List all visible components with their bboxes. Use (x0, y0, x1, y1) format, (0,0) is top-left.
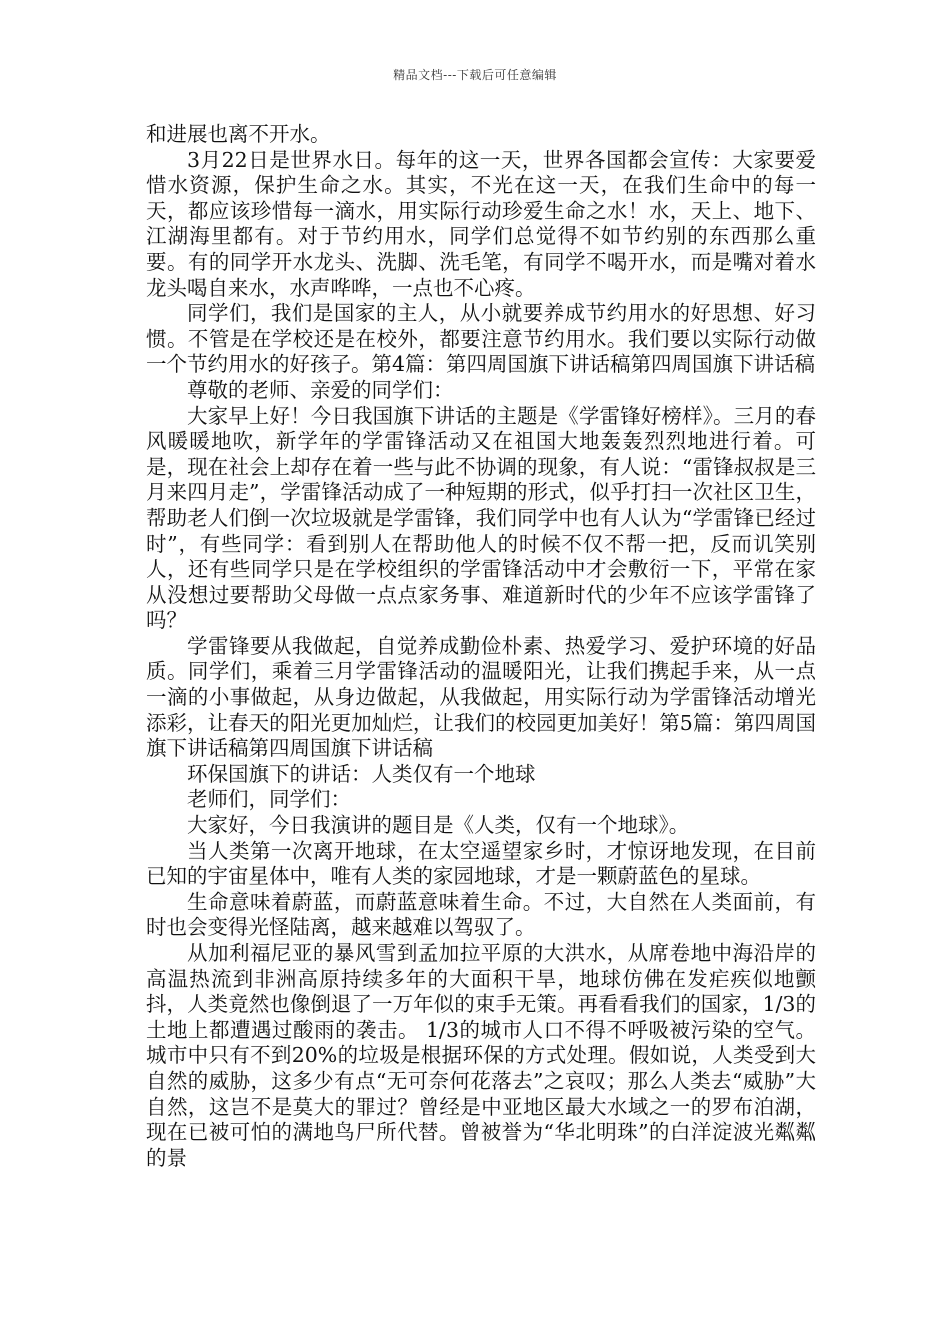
paragraph: 学雷锋要从我做起，自觉养成勤俭朴素、热爱学习、爱护环境的好品质。同学们，乘着三月学雷锋活动的温暖阳光，让我们携起手来，从一点一滴的小事做起，从身边做起，从我做起，用实际行动为学雷锋活动增光添彩，让春天的阳光更加灿烂，让我们的校园更加美好！第5篇：第四周国旗下讲话稿第四周国旗下讲话稿 (146, 633, 816, 761)
paragraph: 当人类第一次离开地球，在太空遥望家乡时，才惊讶地发现，在目前已知的宇宙星体中，唯有人类的家园地球，才是一颗蔚蓝色的星球。 (146, 838, 816, 889)
paragraph: 3月22日是世界水日。每年的这一天，世界各国都会宣传：大家要爱惜水资源，保护生命之水。其实，不光在这一天，在我们生命中的每一天，都应该珍惜每一滴水，用实际行动珍爱生命之水！水，天上、地下、江湖海里都有。对于节约用水，同学们总觉得不如节约别的东西那么重要。有的同学开水龙头、洗脚、洗毛笔，有同学不喝开水，而是嘴对着水龙头喝自来水，水声哗哗，一点也不心疼。 (146, 147, 816, 300)
paragraph: 大家早上好！今日我国旗下讲话的主题是《学雷锋好榜样》。三月的春风暖暖地吹，新学年的学雷锋活动又在祖国大地轰轰烈烈地进行着。可是，现在社会上却存在着一些与此不协调的现象，有人说：“雷锋叔叔是三月来四月走”，学雷锋活动成了一种短期的形式，似乎打扫一次社区卫生，帮助老人们倒一次垃圾就是学雷锋，我们同学中也有人认为“学雷锋已经过时”，有些同学：看到别人在帮助他人的时候不仅不帮一把，反而讥笑别人，还有些同学只是在学校组织的学雷锋活动中才会敷衍一下，平常在家从没想过要帮助父母做一点点家务事、难道新时代的少年不应该学雷锋了吗？ (146, 403, 816, 633)
paragraph: 大家好，今日我演讲的题目是《人类，仅有一个地球》。 (187, 813, 690, 838)
paragraph: 环保国旗下的讲话：人类仅有一个地球 (187, 761, 536, 786)
paragraph: 和进展也离不开水。 (146, 122, 331, 146)
paragraph: 尊敬的老师、亲爱的同学们： (187, 377, 454, 402)
paragraph: 同学们，我们是国家的主人，从小就要养成节约用水的好思想、好习惯。不管是在学校还是在校外，都要注意节约用水。我们要以实际行动做一个节约用水的好孩子。第4篇：第四周国旗下讲话稿第四周国旗下讲话稿 (146, 301, 816, 377)
document-body (146, 122, 816, 1171)
page-header: 精品文档---下载后可任意编辑 (393, 68, 557, 82)
paragraph: 老师们，同学们： (187, 787, 351, 812)
paragraph: 生命意味着蔚蓝，而蔚蓝意味着生命。不过，大自然在人类面前，有时也会变得光怪陆离，越来越难以驾驭了。 (146, 889, 816, 940)
paragraph: 从加利福尼亚的暴风雪到孟加拉平原的大洪水，从席卷地中海沿岸的高温热流到非洲高原持续多年的大面积干旱，地球仿佛在发疟疾似地颤抖，人类竟然也像倒退了一万年似的束手无策。再看看我们的国家，1/3的土地上都遭遇过酸雨的袭击。 1/3的城市人口不得不呼吸被污染的空气。城市中只有不到20%的垃圾是根据环保的方式处理。假如说，人类受到大自然的威胁，这多少有点“无可奈何花落去”之哀叹；那么人类去“威胁”大自然，这岂不是莫大的罪过？曾经是中亚地区最大水域之一的罗布泊湖，现在已被可怕的满地鸟尸所代替。曾被誉为“华北明珠”的白洋淀波光粼粼的景 (146, 941, 816, 1170)
